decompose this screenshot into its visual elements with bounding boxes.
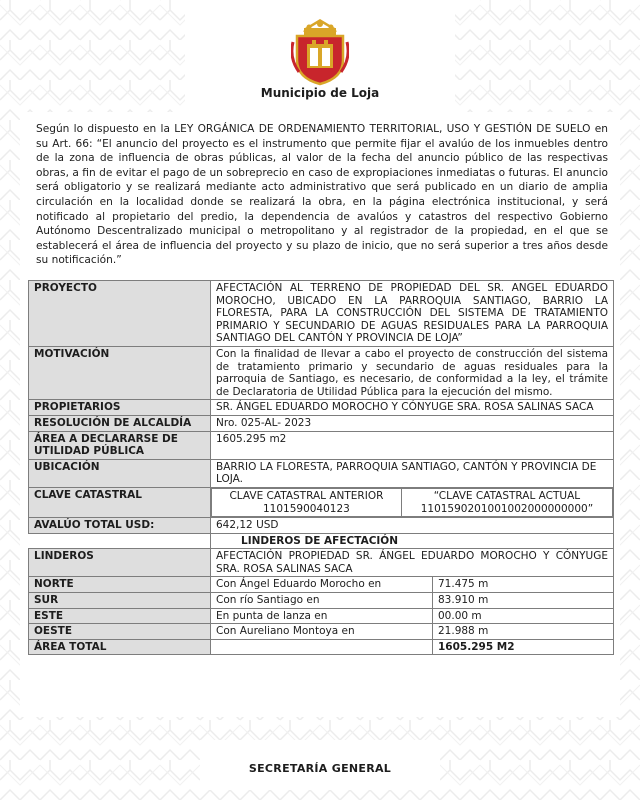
boundary-label: NORTE — [29, 577, 211, 593]
ubicacion-label: UBICACIÓN — [29, 459, 211, 487]
propietarios-label: PROPIETARIOS — [29, 400, 211, 416]
area-total-label: ÁREA TOTAL — [29, 639, 211, 655]
table-row — [29, 533, 614, 549]
linderos-value: AFECTACIÓN PROPIEDAD SR. ÁNGEL EDUARDO MOROCHO Y CÓNYUGE SRA. ROSA SALINAS SACA — [211, 549, 614, 577]
table-row — [29, 487, 614, 517]
table-row — [29, 415, 614, 431]
clave-values-cell — [211, 487, 614, 517]
clave-anterior-label: CLAVE CATASTRAL ANTERIOR — [229, 489, 384, 502]
proyecto-label: PROYECTO — [29, 281, 211, 347]
propietarios-value: SR. ÁNGEL EDUARDO MOROCHO Y CÓNYUGE SRA. ROSA SALINAS SACA — [211, 400, 614, 416]
table-row — [29, 459, 614, 487]
boundary-label: OESTE — [29, 624, 211, 640]
resolucion-label: RESOLUCIÓN DE ALCALDÍA — [29, 415, 211, 431]
empty-cell — [29, 533, 211, 549]
boundary-value: 71.475 m — [433, 577, 614, 593]
boundary-value: 83.910 m — [433, 593, 614, 609]
table-row — [29, 346, 614, 399]
linderos-afectacion-title: LINDEROS DE AFECTACIÓN — [211, 533, 614, 549]
boundary-value: 21.988 m — [433, 624, 614, 640]
boundary-desc: En punta de lanza en — [211, 608, 433, 624]
table-row — [29, 431, 614, 459]
motivacion-value: Con la finalidad de llevar a cabo el proyecto de construcción del sistema de tratamiento primario y secundario de aguas residuales para la parroquia de Santiago, es necesario, de conformidad a la ley, el trámite de Declaratoria de Utilidad Pública para la ejecución del mismo. — [211, 346, 614, 399]
clave-actual-value: 1101590201001002000000000” — [420, 502, 594, 515]
legal-intro-paragraph: Según lo dispuesto en la LEY ORGÁNICA DE ORDENAMIENTO TERRITORIAL, USO Y GESTIÓN DE SUELO en su Art. 66: “El anuncio del proyecto es el instrumento que permite fijar el avalúo de los inmuebles dentro de la zona de influencia de obras públicas, al valor de la fecha del anuncio público de las respectivas obras, a fin de evitar el pago de un sobreprecio en caso de expropiaciones inmediatas o futuras. El anuncio será obligatorio y se realizará mediante acto administrativo que será publicado en un diario de amplia circulación en la localidad donde se realizará la obra, en la página electrónica institucional, y será notificado al propietario del predio, la dependencia de avalúos y catastros del respectivo Gobierno Autónomo Descentralizado municipal o metropolitano y al registrador de la propiedad, en el que se establecerá el área de influencia del proyecto y su plazo de inicio, que no será superior a tres años desde su notificación.” — [36, 123, 608, 267]
institution-name: Municipio de Loja — [260, 86, 380, 100]
boundary-desc: Con Aureliano Montoya en — [211, 624, 433, 640]
boundary-desc: Con Ángel Eduardo Morocho en — [211, 577, 433, 593]
avaluo-value: 642,12 USD — [211, 518, 614, 534]
clave-anterior-value: 1101590040123 — [262, 502, 350, 515]
table-row — [29, 624, 614, 640]
project-details-table — [28, 280, 614, 655]
area-declarar-value: 1605.295 m2 — [211, 431, 614, 459]
proyecto-value: AFECTACIÓN AL TERRENO DE PROPIEDAD DEL SR. ANGEL EDUARDO MOROCHO, UBICADO EN LA PARROQUIA SANTIAGO, BARRIO LA FLORESTA, PARA LA CONSTRUCCIÓN DEL SISTEMA DE TRATAMIENTO PRIMARIO Y SECUNDARIO DE AGUAS RESIDUALES PARA LA PARROQUIA SANTIAGO DEL CANTÓN Y PROVINCIA DE LOJA” — [211, 281, 614, 347]
table-row — [29, 400, 614, 416]
clave-label: CLAVE CATASTRAL — [29, 487, 211, 517]
motivacion-label: MOTIVACIÓN — [29, 346, 211, 399]
ubicacion-value: BARRIO LA FLORESTA, PARROQUIA SANTIAGO, CANTÓN Y PROVINCIA DE LOJA. — [211, 459, 614, 487]
table-row — [29, 549, 614, 577]
avaluo-label: AVALÚO TOTAL USD: — [29, 518, 211, 534]
boundary-value: 00.00 m — [433, 608, 614, 624]
clave-anterior — [212, 488, 402, 516]
area-declarar-label: ÁREA A DECLARARSE DE UTILIDAD PÚBLICA — [29, 431, 211, 459]
boundary-label: SUR — [29, 593, 211, 609]
linderos-label: LINDEROS — [29, 549, 211, 577]
clave-actual-label: “CLAVE CATASTRAL ACTUAL — [433, 489, 581, 502]
table-row — [29, 593, 614, 609]
table-row — [29, 577, 614, 593]
boundary-desc: Con río Santiago en — [211, 593, 433, 609]
footer-secretaria: SECRETARÍA GENERAL — [248, 762, 392, 775]
empty-cell — [211, 639, 433, 655]
boundary-label: ESTE — [29, 608, 211, 624]
resolucion-value: Nro. 025-AL- 2023 — [211, 415, 614, 431]
table-row — [29, 639, 614, 655]
coat-of-arms-icon — [291, 18, 349, 86]
area-total-value: 1605.295 M2 — [433, 639, 614, 655]
table-row — [29, 281, 614, 347]
table-row — [29, 608, 614, 624]
table-row — [29, 518, 614, 534]
clave-actual — [401, 488, 612, 516]
clave-subtable — [211, 488, 613, 517]
